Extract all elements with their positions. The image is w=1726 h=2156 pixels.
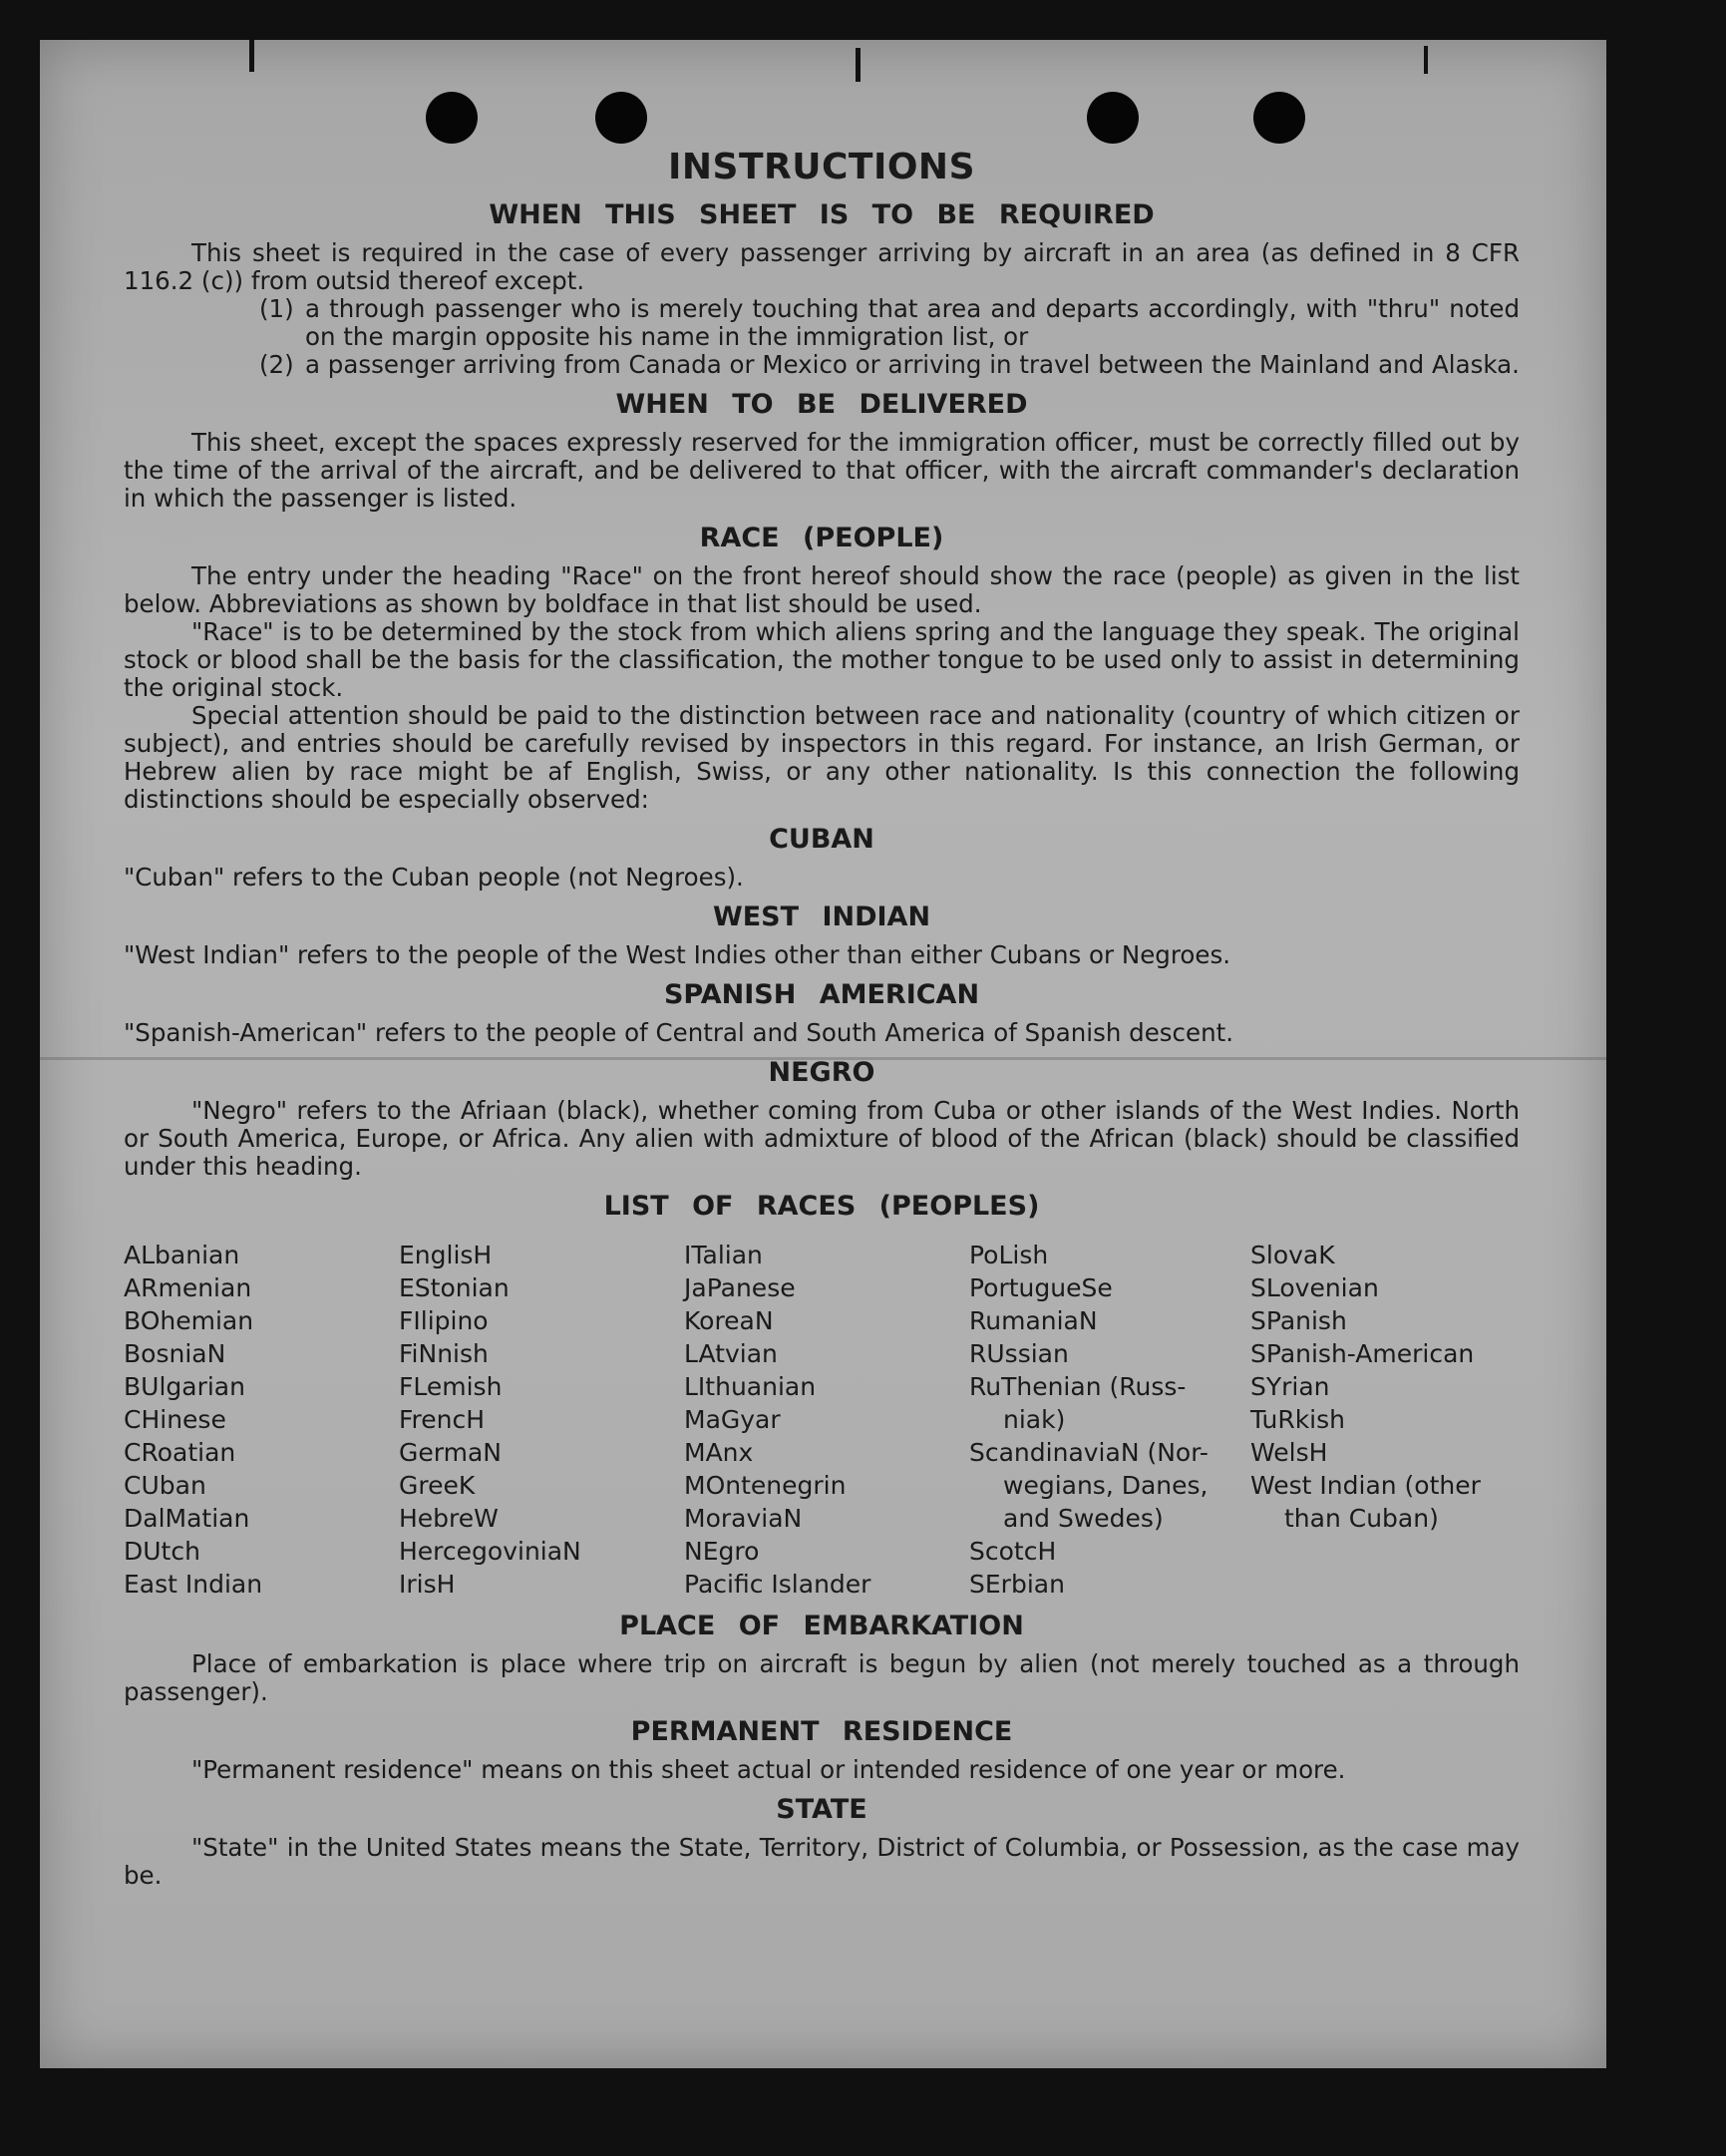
race-item: CUban bbox=[124, 1471, 206, 1500]
item-number: (1) bbox=[259, 294, 294, 323]
race-item: DUtch bbox=[124, 1537, 200, 1566]
paragraph: The entry under the heading "Race" on the front hereof should show the race (people) as given in the list below. Abbreviations as shown by boldface in that list should be used. bbox=[124, 561, 1520, 618]
section-heading: RACE (PEOPLE) bbox=[699, 523, 944, 553]
race-item: BosniaN bbox=[124, 1339, 226, 1368]
race-item: LAtvian bbox=[684, 1339, 778, 1368]
punch-hole bbox=[1087, 92, 1139, 144]
paragraph: "Permanent residence" means on this sheet actual or intended residence of one year or more. bbox=[191, 1755, 1346, 1784]
race-item: MaGyar bbox=[684, 1405, 781, 1434]
race-item: than Cuban) bbox=[1284, 1504, 1439, 1533]
race-item: TuRkish bbox=[1250, 1405, 1345, 1434]
race-item: NEgro bbox=[684, 1537, 760, 1566]
instructions-content bbox=[124, 146, 1520, 1890]
race-item: FLemish bbox=[399, 1372, 503, 1401]
race-item: Pacific Islander bbox=[684, 1570, 871, 1599]
paragraph: Special attention should be paid to the distinction between race and nationality (country of which citizen or subject), and entries should be carefully revised by inspectors in this regard. For instance, an Irish German, or Hebrew alien by race might be af English, Swiss, or any other nationality. Is this connection the following distinctions should be especially observed: bbox=[124, 701, 1520, 814]
race-item: EnglisH bbox=[399, 1241, 493, 1269]
race-item: SYrian bbox=[1250, 1372, 1330, 1401]
section-heading: NEGRO bbox=[768, 1057, 875, 1088]
race-item: BUlgarian bbox=[124, 1372, 245, 1401]
race-item: RumaniaN bbox=[969, 1306, 1098, 1335]
section-heading: WHEN TO BE DELIVERED bbox=[615, 389, 1028, 420]
paragraph: "Spanish-American" refers to the people of Central and South America of Spanish descent. bbox=[124, 1018, 1234, 1047]
race-item: WelsH bbox=[1250, 1438, 1328, 1467]
binding-mark bbox=[249, 40, 254, 72]
race-item: MoraviaN bbox=[684, 1504, 803, 1533]
race-item: SPanish-American bbox=[1250, 1339, 1475, 1368]
race-item: DalMatian bbox=[124, 1504, 250, 1533]
race-item: HercegoviniaN bbox=[399, 1537, 581, 1566]
race-item: ScandinaviaN (Nor- bbox=[969, 1438, 1208, 1467]
race-item: ITalian bbox=[684, 1241, 763, 1269]
punch-hole bbox=[595, 92, 647, 144]
section-heading: STATE bbox=[776, 1794, 867, 1825]
race-item: ARmenian bbox=[124, 1273, 252, 1302]
paragraph: "Cuban" refers to the Cuban people (not Negroes). bbox=[124, 863, 744, 892]
race-item: PortugueSe bbox=[969, 1273, 1113, 1302]
binding-mark bbox=[856, 48, 861, 82]
race-item: wegians, Danes, bbox=[1003, 1471, 1208, 1500]
race-item: ALbanian bbox=[124, 1241, 240, 1269]
paragraph: "West Indian" refers to the people of the West Indies other than either Cubans or Negroes. bbox=[124, 940, 1231, 969]
race-item: GreeK bbox=[399, 1471, 476, 1500]
section-heading: LIST OF RACES (PEOPLES) bbox=[603, 1191, 1040, 1222]
list-item bbox=[259, 295, 1520, 351]
punch-hole bbox=[1253, 92, 1305, 144]
race-item: FIlipino bbox=[399, 1306, 489, 1335]
list-item bbox=[259, 351, 1520, 379]
race-list bbox=[124, 1239, 1520, 1601]
race-column bbox=[684, 1239, 969, 1601]
race-item: MAnx bbox=[684, 1438, 754, 1467]
race-column bbox=[969, 1239, 1250, 1601]
race-item: GermaN bbox=[399, 1438, 502, 1467]
race-item: SLovenian bbox=[1250, 1273, 1379, 1302]
paragraph: This sheet, except the spaces expressly reserved for the immigration officer, must be correctly filled out by the time of the arrival of the aircraft, and be delivered to that officer, with the aircraft commander's declaration in which the passenger is listed. bbox=[124, 428, 1520, 513]
race-item: HebreW bbox=[399, 1504, 499, 1533]
punch-hole bbox=[426, 92, 478, 144]
race-column bbox=[124, 1239, 399, 1601]
race-item: West Indian (other bbox=[1250, 1471, 1481, 1500]
race-item: RuThenian (Russ- bbox=[969, 1372, 1187, 1401]
race-item: SlovaK bbox=[1250, 1241, 1335, 1269]
item-text: a passenger arriving from Canada or Mexico or arriving in travel between the Mainland and Alaska. bbox=[305, 350, 1520, 379]
race-item: SPanish bbox=[1250, 1306, 1347, 1335]
paragraph: Place of embarkation is place where trip on aircraft is begun by alien (not merely touched as a through passenger). bbox=[124, 1649, 1520, 1706]
race-item: and Swedes) bbox=[1003, 1504, 1164, 1533]
paragraph: This sheet is required in the case of every passenger arriving by aircraft in an area (as defined in 8 CFR 116.2 (c)) from outsid thereof except. bbox=[124, 238, 1520, 295]
race-item: SErbian bbox=[969, 1570, 1065, 1599]
page-title: INSTRUCTIONS bbox=[668, 147, 975, 187]
race-item: JaPanese bbox=[684, 1273, 796, 1302]
section-heading: WEST INDIAN bbox=[712, 901, 931, 932]
race-item: IrisH bbox=[399, 1570, 456, 1599]
race-item: RUssian bbox=[969, 1339, 1069, 1368]
race-item: BOhemian bbox=[124, 1306, 254, 1335]
race-item: LIthuanian bbox=[684, 1372, 817, 1401]
paragraph: "State" in the United States means the State, Territory, District of Columbia, or Possession, as the case may be. bbox=[124, 1833, 1520, 1890]
race-item: FrencH bbox=[399, 1405, 486, 1434]
item-number: (2) bbox=[259, 350, 294, 379]
binding-mark bbox=[1424, 46, 1428, 74]
race-column bbox=[399, 1239, 684, 1601]
section-heading: SPANISH AMERICAN bbox=[663, 979, 980, 1010]
race-item: East Indian bbox=[124, 1570, 263, 1599]
race-item: PoLish bbox=[969, 1241, 1049, 1269]
race-item: EStonian bbox=[399, 1273, 510, 1302]
race-column bbox=[1250, 1239, 1520, 1601]
section-heading: PERMANENT RESIDENCE bbox=[630, 1716, 1013, 1747]
race-item: FiNnish bbox=[399, 1339, 489, 1368]
race-item: CHinese bbox=[124, 1405, 226, 1434]
section-heading: CUBAN bbox=[769, 824, 874, 855]
race-item: niak) bbox=[1003, 1405, 1066, 1434]
document-sheet bbox=[40, 40, 1606, 2068]
section-heading: WHEN THIS SHEET IS TO BE REQUIRED bbox=[489, 199, 1155, 230]
race-item: MOntenegrin bbox=[684, 1471, 847, 1500]
paragraph: "Race" is to be determined by the stock from which aliens spring and the language they speak. The original stock or blood shall be the basis for the classification, the mother tongue to be used only to assist in determining the original stock. bbox=[124, 617, 1520, 702]
race-item: ScotcH bbox=[969, 1537, 1057, 1566]
section-heading: PLACE OF EMBARKATION bbox=[619, 1611, 1024, 1641]
race-item: CRoatian bbox=[124, 1438, 236, 1467]
paragraph: "Negro" refers to the Afriaan (black), whether coming from Cuba or other islands of the West Indies. North or South America, Europe, or Africa. Any alien with admixture of blood of the African (black) should be classified under this heading. bbox=[124, 1096, 1520, 1181]
item-text: a through passenger who is merely touching that area and departs accordingly, with "thru" noted on the margin opposite his name in the immigration list, or bbox=[305, 294, 1520, 351]
race-item: KoreaN bbox=[684, 1306, 774, 1335]
